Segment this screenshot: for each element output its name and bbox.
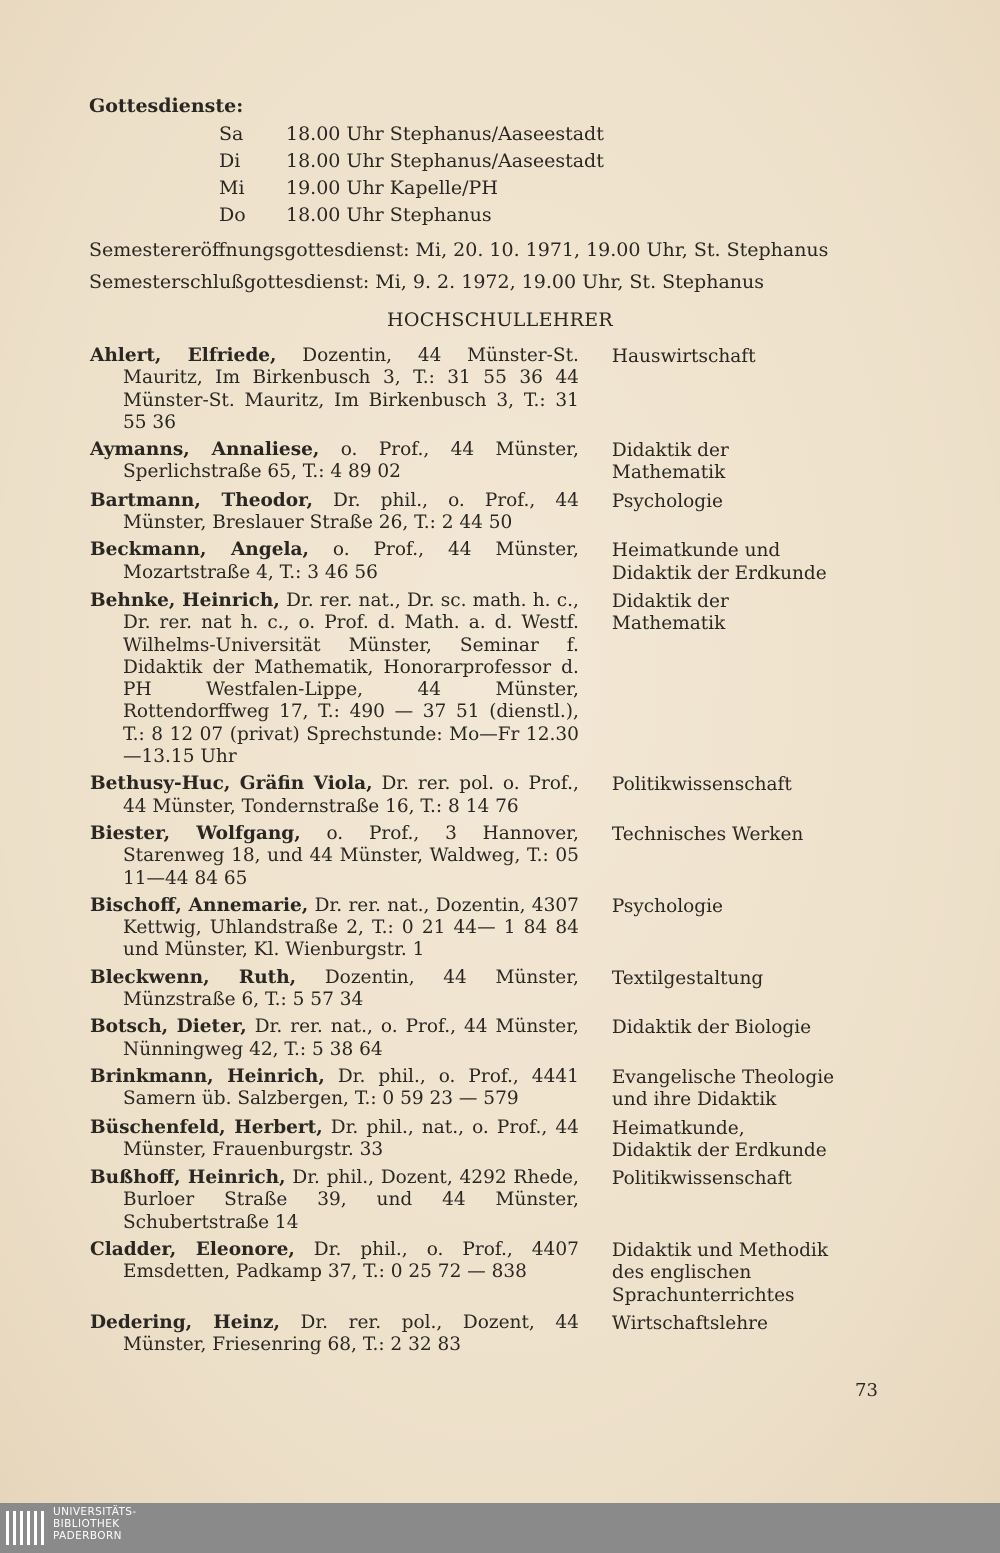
subject-line: Heimatkunde, [611,1117,745,1139]
subject-line: Psychologie [611,490,723,512]
faculty-entry [90,773,890,818]
faculty-details [90,1066,579,1112]
faculty-entry [90,1239,890,1307]
subject-line: Sprachunterrichtes [611,1284,795,1306]
faculty-details [90,1239,579,1307]
faculty-subject [612,1066,890,1112]
faculty-address: o. Prof., 44 Münster, Sperlichstraße 65, T.: 4 89 02 [123,439,579,483]
faculty-subject [612,967,890,1012]
faculty-subject [612,345,890,434]
faculty-entry [90,490,890,535]
subject-line: Mathematik [611,462,726,484]
faculty-name: Biester, Wolfgang, [90,822,301,844]
faculty-address: o. Prof., 44 Münster, Mozartstraße 4, T.: 3 46 56 [123,539,579,583]
faculty-subject [612,895,890,962]
faculty-subject [612,1312,890,1357]
service-info: 19.00 Uhr Kapelle/PH [286,177,498,199]
faculty-entry [90,1016,890,1061]
faculty-name: Bleckwenn, Ruth, [90,966,297,988]
service-day: Sa [219,123,244,145]
faculty-entry [90,345,890,434]
service-row [219,121,604,147]
subject-line: des englischen [611,1262,752,1284]
service-row [219,148,604,174]
faculty-address: Dozentin, 44 Münster-St. Mauritz, Im Birkenbusch 3, T.: 31 55 36 44 Münster-St. Mauritz, Im Birkenbusch 3, T.: 31 55 36 [123,345,579,433]
faculty-subject [612,439,890,485]
faculty-address: Dr. phil., o. Prof., 44 Münster, Breslauer Straße 26, T.: 2 44 50 [123,489,579,534]
faculty-entry [90,895,890,962]
service-day: Mi [219,177,245,199]
subject-line: Technisches Werken [611,823,804,845]
faculty-subject [612,773,890,818]
faculty-details [90,967,579,1012]
subject-line: Heimatkunde und [611,540,781,562]
faculty-name: Brinkmann, Heinrich, [90,1065,325,1087]
faculty-entry [90,1066,890,1112]
service-info: 18.00 Uhr Stephanus [286,204,492,226]
faculty-name: Behnke, Heinrich, [90,589,280,611]
service-row [219,175,498,201]
faculty-address: Dr. rer. pol., Dozent, 44 Münster, Friesenring 68, T.: 2 32 83 [123,1311,579,1356]
subject-line: Mathematik [611,613,726,635]
faculty-address: Dr. phil., nat., o. Prof., 44 Münster, Frauenburgstr. 33 [123,1116,579,1160]
faculty-name: Bußhoff, Heinrich, [90,1167,286,1189]
faculty-list [90,345,890,1361]
faculty-address: o. Prof., 3 Hannover, Starenweg 18, und 44 Münster, Waldweg, T.: 05 11—44 84 65 [123,822,579,889]
subject-line: Didaktik der Erdkunde [611,562,827,584]
faculty-name: Dedering, Heinz, [90,1311,280,1333]
faculty-name: Bischoff, Annemarie, [90,894,309,916]
faculty-details [90,345,579,434]
faculty-subject [612,1239,890,1307]
subject-line: Didaktik der Erdkunde [611,1139,827,1161]
faculty-subject [612,1117,890,1163]
subject-line: Psychologie [611,895,723,917]
faculty-details [90,773,579,818]
faculty-details [90,539,579,585]
faculty-address: Dr. rer. nat., Dr. sc. math. h. c., Dr. rer. nat h. c., o. Prof. d. Math. a. d. Westf. Wilhelms-Universität Münster, Seminar f. Didaktik der Mathematik, Honorarprofessor d. PH Westfalen-Lippe, 44 Münster, Rottendorffweg 17, T.: 490 — 37 51 (dienstl.), T.: 8 12 07 (privat) Sprechstunde: Mo—Fr 12.30—13.15 Uhr [123,589,579,768]
faculty-address: Dr. phil., o. Prof., 4441 Samern üb. Salzbergen, T.: 0 59 23 — 579 [123,1065,579,1110]
faculty-name: Ahlert, Elfriede, [90,345,277,366]
faculty-details [90,1167,579,1234]
faculty-entry [90,590,890,768]
faculty-name: Beckmann, Angela, [90,539,309,561]
faculty-details [90,1312,579,1357]
faculty-name: Cladder, Eleonore, [90,1238,295,1260]
service-day: Di [219,150,241,172]
semester-closing-service: Semesterschlußgottesdienst: Mi, 9. 2. 1972, 19.00 Uhr, St. Stephanus [89,271,764,293]
faculty-details [90,1117,579,1163]
faculty-entry [90,823,890,890]
subject-line: Politikwissenschaft [611,774,792,796]
faculty-address: Dr. rer. pol. o. Prof., 44 Münster, Tondernstraße 16, T.: 8 14 76 [123,773,579,817]
faculty-address: Dr. phil., Dozent, 4292 Rhede, Burloer Straße 39, und 44 Münster, Schubertstraße 14 [123,1167,579,1233]
faculty-entry [90,539,890,585]
faculty-subject [612,490,890,535]
faculty-address: Dr. rer. nat., o. Prof., 44 Münster, Nünningweg 42, T.: 5 38 64 [123,1016,579,1060]
faculty-details [90,895,579,962]
library-logo-icon [6,1509,46,1547]
subject-line: Evangelische Theologie [611,1066,835,1088]
subject-line: Didaktik der Biologie [611,1017,812,1039]
faculty-details [90,490,579,535]
service-row [219,202,492,228]
services-label: Gottesdienste: [89,95,244,117]
faculty-subject [612,590,890,768]
faculty-entry [90,439,890,485]
section-heading: HOCHSCHULLEHRER [386,309,614,331]
subject-line: Didaktik der [611,590,729,612]
subject-line: Hauswirtschaft [611,346,756,367]
faculty-address: Dr. phil., o. Prof., 4407 Emsdetten, Padkamp 37, T.: 0 25 72 — 838 [123,1238,579,1283]
subject-line: Wirtschaftslehre [611,1312,768,1334]
subject-line: Didaktik und Methodik [611,1239,829,1261]
faculty-name: Botsch, Dieter, [90,1016,247,1038]
faculty-entry [90,1117,890,1163]
subject-line: Politikwissenschaft [611,1168,792,1190]
service-day: Do [219,204,246,226]
page-number: 73 [855,1380,878,1401]
faculty-name: Büschenfeld, Herbert, [90,1116,323,1138]
faculty-subject [612,1167,890,1234]
faculty-address: Dozentin, 44 Münster, Münzstraße 6, T.: 5 57 34 [123,966,579,1011]
faculty-name: Bethusy-Huc, Gräfin Viola, [90,773,373,795]
faculty-name: Aymanns, Annaliese, [90,439,320,461]
faculty-entry [90,1312,890,1357]
semester-opening-service: Semestereröffnungsgottesdienst: Mi, 20. 10. 1971, 19.00 Uhr, St. Stephanus [89,239,829,261]
faculty-address: Dr. rer. nat., Dozentin, 4307 Kettwig, Uhlandstraße 2, T.: 0 21 44— 1 84 84 und Münster, Kl. Wienburgstr. 1 [123,894,579,961]
subject-line: Didaktik der [611,440,729,462]
subject-line: und ihre Didaktik [611,1089,777,1111]
faculty-entry [90,1167,890,1234]
faculty-details [90,823,579,890]
library-footer [0,1503,1000,1553]
faculty-details [90,590,579,768]
service-info: 18.00 Uhr Stephanus/Aaseestadt [286,123,604,145]
faculty-subject [612,823,890,890]
faculty-name: Bartmann, Theodor, [90,489,313,511]
faculty-subject [612,1016,890,1061]
service-info: 18.00 Uhr Stephanus/Aaseestadt [286,150,604,172]
subject-line: Textilgestaltung [611,967,764,989]
faculty-entry [90,967,890,1012]
faculty-subject [612,539,890,585]
library-name: UNIVERSITÄTS- BIBLIOTHEK PADERBORN [53,1506,137,1542]
faculty-details [90,1016,579,1061]
faculty-details [90,439,579,485]
